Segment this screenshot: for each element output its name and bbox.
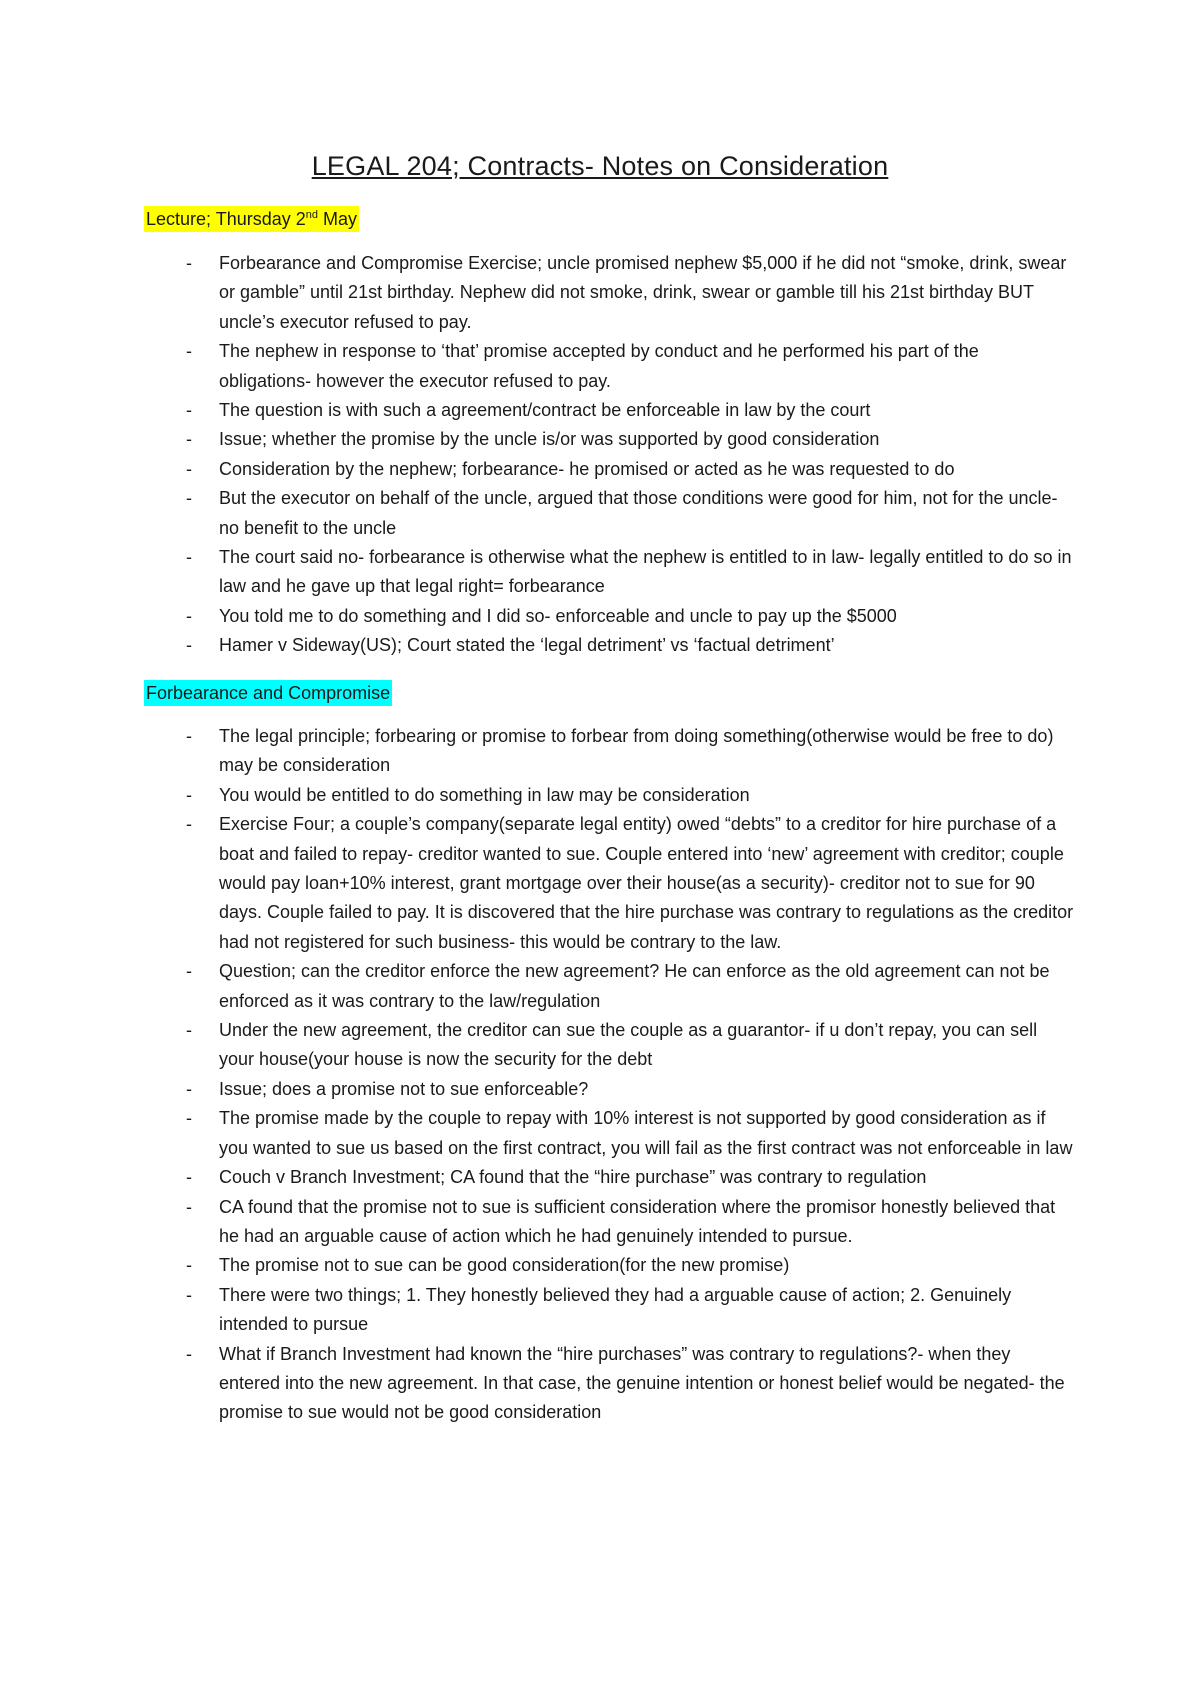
list-item xyxy=(144,425,1074,454)
lecture-heading-month: May xyxy=(318,209,358,229)
list-item xyxy=(144,337,1074,396)
list-item-text: You told me to do something and I did so- enforceable and uncle to pay up the $5000 xyxy=(219,605,897,626)
lecture-heading-ordinal: nd xyxy=(305,209,319,221)
list-item xyxy=(144,1075,1074,1104)
document-title: LEGAL 204; Contracts- Notes on Consideration xyxy=(311,151,889,181)
bullet-marker: - xyxy=(186,429,192,450)
section-heading: Forbearance and Compromise xyxy=(144,680,392,706)
list-item xyxy=(144,1104,1074,1163)
bullet-marker: - xyxy=(186,341,192,362)
list-item-text: Consideration by the nephew; forbearance- he promised or acted as he was requested to do xyxy=(219,458,955,479)
lecture-bullet-list xyxy=(144,249,1074,661)
list-item-text: The question is with such a agreement/contract be enforceable in law by the court xyxy=(219,400,871,421)
bullet-marker: - xyxy=(186,1020,192,1041)
list-item xyxy=(144,543,1074,602)
bullet-marker: - xyxy=(186,253,192,273)
bullet-marker: - xyxy=(186,1196,192,1217)
bullet-marker: - xyxy=(186,1108,192,1129)
lecture-heading-text: Lecture; Thursday 2 xyxy=(146,209,306,229)
bullet-marker: - xyxy=(186,961,192,982)
list-item xyxy=(144,396,1074,425)
list-item xyxy=(144,1281,1074,1340)
bullet-marker: - xyxy=(186,726,192,746)
list-item xyxy=(144,1163,1074,1192)
bullet-marker: - xyxy=(186,1078,192,1099)
list-item xyxy=(144,631,1074,660)
list-item xyxy=(144,484,1074,543)
list-item-text: The promise made by the couple to repay with 10% interest is not supported by good consideration as if you wanted to sue us based on the first contract, you will fail as the first contract was not enforceable in law xyxy=(219,1108,1073,1158)
bullet-marker: - xyxy=(186,784,192,805)
bullet-marker: - xyxy=(186,1255,192,1276)
list-item-text: The court said no- forbearance is otherwise what the nephew is entitled to in law- legally entitled to do so in law and he gave up that legal right= forbearance xyxy=(219,547,1072,597)
list-item xyxy=(144,455,1074,484)
list-item-text: The nephew in response to ‘that’ promise accepted by conduct and he performed his part of the obligations- however the executor refused to pay. xyxy=(219,341,979,391)
list-item xyxy=(144,249,1074,337)
section-bullet-list xyxy=(144,722,1074,1428)
list-item xyxy=(144,1251,1074,1280)
list-item xyxy=(144,602,1074,631)
list-item-text: Question; can the creditor enforce the new agreement? He can enforce as the old agreement can not be enforced as it was contrary to the law/regulation xyxy=(219,961,1050,1011)
list-item-text: CA found that the promise not to sue is sufficient consideration where the promisor honestly believed that he had an arguable cause of action which he had genuinely intended to pursue. xyxy=(219,1196,1056,1246)
list-item-text: The promise not to sue can be good consideration(for the new promise) xyxy=(219,1255,790,1276)
list-item-text: Exercise Four; a couple’s company(separate legal entity) owed “debts” to a creditor for hire purchase of a boat and failed to repay- creditor wanted to sue. Couple entered into ‘new’ agreement with creditor; couple would pay loan+10% interest, grant mortgage over their house(as a security)- creditor not to sue for 90 days. Couple failed to pay. It is discovered that the hire purchase was contrary to regulations as the creditor had not registered for such business- this would be contrary to the law. xyxy=(219,814,1074,952)
list-item-text: There were two things; 1. They honestly believed they had a arguable cause of action; 2. Genuinely intended to pursue xyxy=(219,1284,1012,1335)
list-item xyxy=(144,810,1074,957)
list-item-text: Issue; does a promise not to sue enforceable? xyxy=(219,1078,589,1099)
list-item-text: Hamer v Sideway(US); Court stated the ‘legal detriment’ vs ‘factual detriment’ xyxy=(219,635,835,656)
list-item xyxy=(144,957,1074,1016)
list-item xyxy=(144,1016,1074,1075)
list-item-text: Couch v Branch Investment; CA found that the “hire purchase” was contrary to regulation xyxy=(219,1167,927,1188)
lecture-heading xyxy=(144,206,359,232)
list-item xyxy=(144,781,1074,810)
bullet-marker: - xyxy=(186,1343,192,1364)
list-item xyxy=(144,1340,1074,1428)
list-item xyxy=(144,1193,1074,1252)
list-item-text: You would be entitled to do something in law may be consideration xyxy=(219,784,750,805)
list-item-text: But the executor on behalf of the uncle, argued that those conditions were good for him, not for the uncle- no benefit to the uncle xyxy=(219,488,1058,538)
bullet-marker: - xyxy=(186,605,192,626)
list-item xyxy=(144,722,1074,781)
bullet-marker: - xyxy=(186,400,192,421)
list-item-text: Under the new agreement, the creditor can sue the couple as a guarantor- if u don’t repay, you can sell your house(your house is now the security for the debt xyxy=(219,1020,1038,1070)
list-item-text: Issue; whether the promise by the uncle is/or was supported by good consideration xyxy=(219,429,880,450)
bullet-marker: - xyxy=(186,488,192,509)
list-item-text: Forbearance and Compromise Exercise; uncle promised nephew $5,000 if he did not “smoke, drink, swear or gamble” until 21st birthday. Nephew did not smoke, drink, swear or gamble till his 21st birthday BUT uncle’s executor refused to pay. xyxy=(219,253,1067,332)
bullet-marker: - xyxy=(186,635,192,656)
list-item-text: The legal principle; forbearing or promise to forbear from doing something(otherwise would be free to do) may be consideration xyxy=(219,726,1054,776)
bullet-marker: - xyxy=(186,1284,192,1305)
bullet-marker: - xyxy=(186,1167,192,1188)
bullet-marker: - xyxy=(186,458,192,479)
list-item-text: What if Branch Investment had known the “hire purchases” was contrary to regulations?- when they entered into the new agreement. In that case, the genuine intention or honest belief would be negated- the promise to sue would not be good consideration xyxy=(219,1343,1065,1423)
bullet-marker: - xyxy=(186,547,192,568)
bullet-marker: - xyxy=(186,814,192,835)
